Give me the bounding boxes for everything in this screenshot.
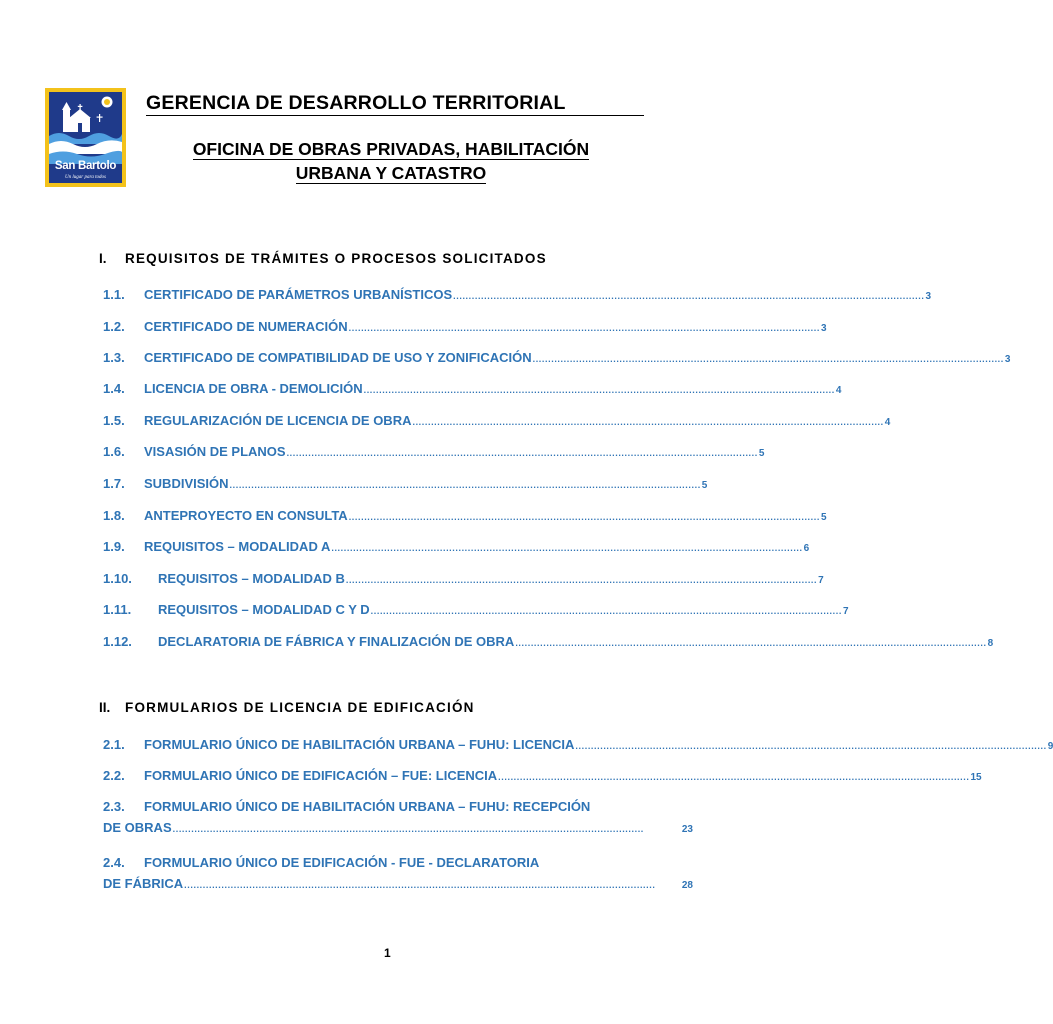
logo-emblem	[49, 92, 122, 183]
toc-entry-number: 1.5.	[103, 413, 125, 428]
toc-entry-title: FORMULARIO ÚNICO DE HABILITACIÓN URBANA – FUHU: LICENCIA	[144, 737, 575, 752]
toc-entry-number: 2.2.	[103, 768, 125, 783]
toc-entry-title: FORMULARIO ÚNICO DE EDIFICACIÓN – FUE: LICENCIA	[144, 768, 498, 783]
toc-entry-title: ANTEPROYECTO EN CONSULTA	[144, 508, 348, 523]
toc-entry-page: 3	[1004, 354, 1011, 365]
toc-entry-title: CERTIFICADO DE COMPATIBILIDAD DE USO Y ZONIFICACIÓN	[144, 350, 532, 365]
toc-leader-dots: ........................................................................................................................................................	[286, 448, 758, 458]
toc-entry[interactable]	[103, 799, 693, 835]
toc-entry-page: 5	[758, 448, 765, 459]
toc-entry-page: 6	[803, 543, 810, 554]
section-2-heading	[99, 700, 475, 715]
toc-leader-dots: ........................................................................................................................................................	[370, 606, 842, 616]
toc-entry-number: 1.4.	[103, 381, 125, 396]
toc-leader-dots: ........................................................................................................................................................	[184, 880, 656, 890]
toc-entry-number: 2.1.	[103, 737, 125, 752]
toc-entry-number: 1.1.	[103, 287, 125, 302]
toc-entry-number: 1.3.	[103, 350, 125, 365]
toc-entry-title: VISASIÓN DE PLANOS	[144, 444, 286, 459]
section-1-number: I.	[99, 251, 107, 266]
toc-entry-page: 5	[820, 512, 827, 523]
toc-entry[interactable]	[103, 571, 824, 589]
toc-entry-page: 23	[681, 824, 693, 835]
toc-entry[interactable]	[103, 539, 810, 557]
logo-name: San Bartolo	[54, 160, 117, 172]
toc-entry-number: 1.7.	[103, 476, 125, 491]
toc-leader-dots: ........................................................................................................................................................	[331, 543, 803, 553]
toc-entry-page: 5	[701, 480, 708, 491]
toc-entry-title: SUBDIVISIÓN	[144, 476, 229, 491]
toc-entry[interactable]	[103, 350, 1011, 368]
toc-entry-number: 1.6.	[103, 444, 125, 459]
toc-entry-title: CERTIFICADO DE NUMERACIÓN	[144, 319, 348, 334]
toc-entry-page: 28	[681, 880, 693, 891]
toc-leader-dots: ........................................................................................................................................................	[453, 291, 925, 301]
san-bartolo-logo	[45, 88, 126, 187]
toc-entry-title-continued: DE OBRAS	[103, 820, 172, 835]
toc-entry-page: 4	[835, 385, 842, 396]
subtitle-line-2: URBANA Y CATASTRO	[295, 163, 487, 183]
section-1-heading	[99, 251, 547, 266]
toc-leader-dots: ........................................................................................................................................................	[515, 638, 987, 648]
toc-entry-number: 1.9.	[103, 539, 125, 554]
toc-entry[interactable]	[103, 444, 765, 462]
toc-entry[interactable]	[103, 634, 994, 652]
toc-entry[interactable]	[103, 381, 842, 399]
toc-leader-dots: ........................................................................................................................................................	[229, 480, 701, 490]
toc-entry-title: LICENCIA DE OBRA - DEMOLICIÓN	[144, 381, 363, 396]
toc-entry-title: REQUISITOS – MODALIDAD C Y D	[158, 602, 370, 617]
toc-leader-dots: ........................................................................................................................................................	[498, 772, 970, 782]
toc-entry-title: DECLARATORIA DE FÁBRICA Y FINALIZACIÓN DE OBRA	[158, 634, 515, 649]
toc-entry[interactable]	[103, 602, 849, 620]
toc-entry[interactable]	[103, 768, 982, 786]
toc-entry[interactable]	[103, 287, 931, 305]
toc-entry-page: 15	[970, 772, 982, 783]
toc-entry-title: REGULARIZACIÓN DE LICENCIA DE OBRA	[144, 413, 412, 428]
toc-entry-page: 3	[925, 291, 931, 302]
page-title: GERENCIA DE DESARROLLO TERRITORIAL	[146, 92, 644, 116]
toc-leader-dots: ........................................................................................................................................................	[345, 575, 818, 585]
toc-entry-title: CERTIFICADO DE PARÁMETROS URBANÍSTICOS	[144, 287, 453, 302]
toc-leader-dots: ........................................................................................................................................................	[532, 354, 1004, 364]
toc-entry-title-continued: DE FÁBRICA	[103, 876, 184, 891]
toc-entry-page: 8	[987, 638, 994, 649]
toc-entry-number: 2.4.	[103, 855, 125, 870]
toc-leader-dots: ........................................................................................................................................................	[172, 824, 644, 834]
toc-entry-page: 9	[1047, 741, 1053, 752]
church-sea-emblem-icon	[49, 92, 122, 164]
toc-entry-page: 7	[842, 606, 849, 617]
toc-entry-page: 4	[884, 417, 891, 428]
toc-entry-page: 3	[820, 323, 827, 334]
page-subtitle	[155, 137, 627, 185]
toc-entry[interactable]	[103, 413, 891, 431]
subtitle-line-1: OFICINA DE OBRAS PRIVADAS, HABILITACIÓN	[192, 139, 590, 159]
toc-entry[interactable]	[103, 508, 827, 526]
section-2-title: FORMULARIOS DE LICENCIA DE EDIFICACIÓN	[125, 700, 475, 715]
toc-entry-number: 1.11.	[103, 602, 132, 617]
toc-entry-number: 1.12.	[103, 634, 132, 649]
toc-entry-number: 1.10.	[103, 571, 132, 586]
toc-entry-number: 1.8.	[103, 508, 125, 523]
logo-tagline: Un lugar para todos	[65, 175, 106, 180]
toc-leader-dots: ........................................................................................................................................................	[363, 385, 835, 395]
toc-leader-dots: ........................................................................................................................................................	[575, 741, 1047, 751]
toc-leader-dots: ........................................................................................................................................................	[348, 512, 820, 522]
toc-entry[interactable]	[103, 476, 708, 494]
toc-entry-title: FORMULARIO ÚNICO DE HABILITACIÓN URBANA – FUHU: RECEPCIÓN	[144, 799, 591, 814]
toc-entry-page: 7	[818, 575, 824, 586]
toc-entry-number: 2.3.	[103, 799, 125, 814]
toc-entry-title: REQUISITOS – MODALIDAD B	[158, 571, 345, 586]
section-1-title: REQUISITOS DE TRÁMITES O PROCESOS SOLICITADOS	[125, 251, 547, 266]
toc-entry[interactable]	[103, 737, 1053, 755]
section-2-number: II.	[99, 700, 111, 715]
toc-entry[interactable]	[103, 855, 693, 891]
toc-leader-dots: ........................................................................................................................................................	[348, 323, 820, 333]
toc-entry[interactable]	[103, 319, 827, 337]
toc-entry-number: 1.2.	[103, 319, 125, 334]
page-number: 1	[384, 946, 391, 960]
toc-leader-dots: ........................................................................................................................................................	[412, 417, 884, 427]
toc-entry-title: FORMULARIO ÚNICO DE EDIFICACIÓN - FUE - DECLARATORIA	[144, 855, 540, 870]
toc-entry-title: REQUISITOS – MODALIDAD A	[144, 539, 331, 554]
